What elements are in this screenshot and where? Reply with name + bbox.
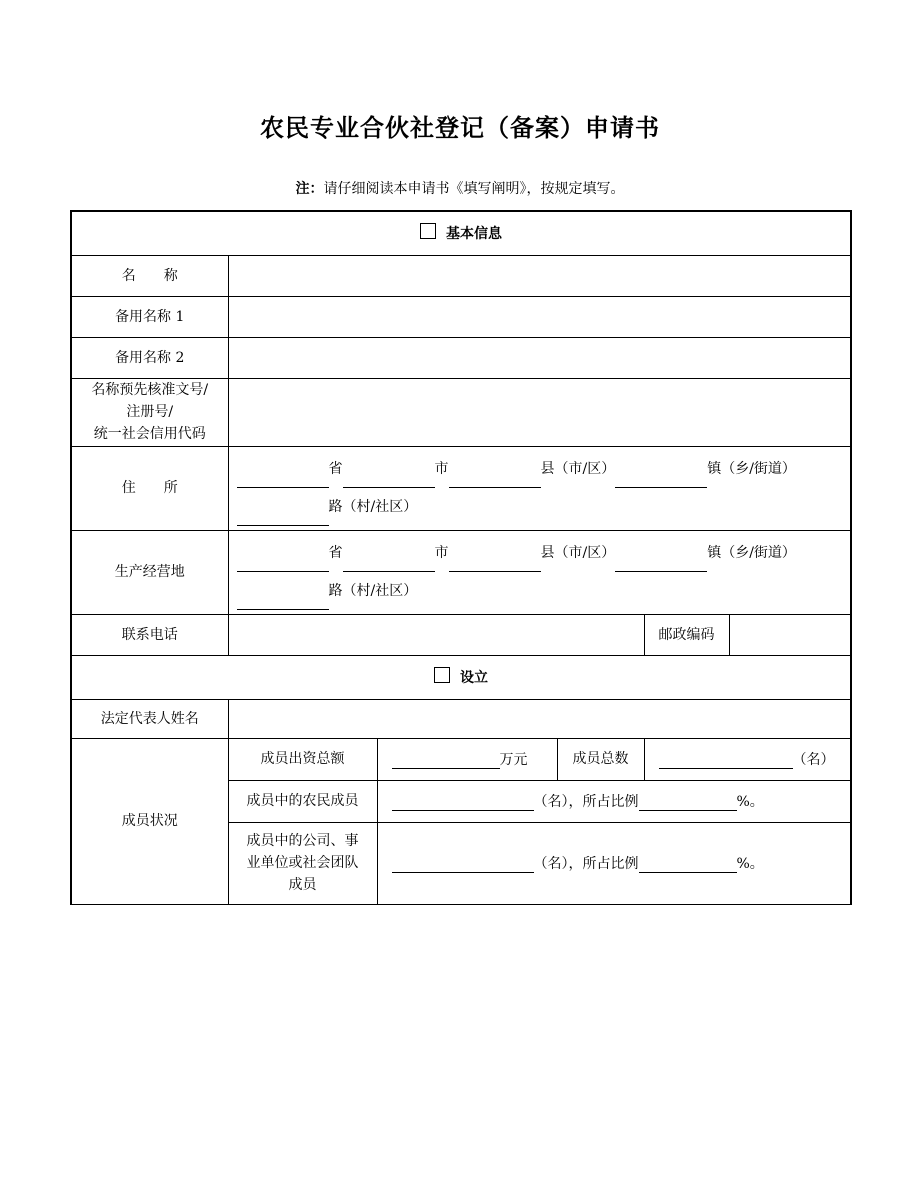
capital-unit: 万元 <box>499 752 528 768</box>
residence-road-blank[interactable] <box>237 509 329 526</box>
residence-label-a: 住 <box>121 480 136 496</box>
residence-province-blank[interactable] <box>237 471 329 488</box>
section-basic-title: 基本信息 <box>446 226 502 243</box>
org-members-field[interactable] <box>377 822 851 904</box>
section-setup <box>71 655 851 699</box>
approval-label-line-3: 统一社会信用代码 <box>93 426 206 442</box>
farmer-percent-text: %。 <box>736 794 764 810</box>
residence-province-text: 省 <box>328 461 343 477</box>
production-county-blank[interactable] <box>449 555 541 572</box>
instruction-note <box>0 178 920 198</box>
org-members-line-2: 业单位或社会团队 <box>246 855 359 871</box>
name-label-b: 称 <box>163 267 178 284</box>
production-town-blank[interactable] <box>615 555 707 572</box>
section-setup-checkbox[interactable] <box>434 667 450 683</box>
org-ratio-blank[interactable] <box>639 856 737 873</box>
alt-name-2-field[interactable] <box>228 337 851 378</box>
legal-rep-label: 法定代表人姓名 <box>71 699 228 738</box>
alt-name-2-label: 备用名称 2 <box>71 337 228 378</box>
residence-city-text: 市 <box>434 461 449 477</box>
alt-name-1-field[interactable] <box>228 296 851 337</box>
capital-field[interactable] <box>377 738 557 780</box>
member-total-field[interactable] <box>644 738 851 780</box>
production-address-field[interactable] <box>228 530 851 614</box>
residence-county-blank[interactable] <box>449 471 541 488</box>
production-province-text: 省 <box>328 545 343 561</box>
org-members-line-3: 成员 <box>288 877 317 893</box>
farmer-ratio-text: （名），所占比例 <box>533 794 639 810</box>
production-province-blank[interactable] <box>237 555 329 572</box>
legal-rep-field[interactable] <box>228 699 851 738</box>
member-status-label: 成员状况 <box>71 738 228 904</box>
section-basic-checkbox[interactable] <box>420 223 436 239</box>
production-city-blank[interactable] <box>343 555 435 572</box>
phone-field[interactable] <box>228 614 644 655</box>
residence-label-b: 所 <box>163 480 178 496</box>
org-members-line-1: 成员中的公司、事 <box>246 833 359 849</box>
capital-label: 成员出资总额 <box>228 738 377 780</box>
approval-number-label <box>71 378 228 446</box>
production-road-blank[interactable] <box>237 593 329 610</box>
residence-town-text: 镇（乡/街道） <box>707 461 796 477</box>
phone-label: 联系电话 <box>71 614 228 655</box>
postcode-field[interactable] <box>729 614 851 655</box>
name-label-a: 名 <box>121 267 136 284</box>
approval-number-field[interactable] <box>228 378 851 446</box>
postcode-label: 邮政编码 <box>644 614 729 655</box>
name-field[interactable] <box>228 255 851 296</box>
member-total-blank[interactable] <box>659 752 793 769</box>
org-members-label <box>228 822 377 904</box>
approval-label-line-1: 名称预先核准文号/ <box>91 382 209 398</box>
farmer-members-label: 成员中的农民成员 <box>228 780 377 822</box>
residence-address-field[interactable] <box>228 446 851 530</box>
residence-county-text: 县（市/区） <box>540 461 616 477</box>
approval-label-line-2: 注册号/ <box>126 404 174 420</box>
org-count-blank[interactable] <box>392 856 534 873</box>
name-label <box>71 255 228 296</box>
member-total-label: 成员总数 <box>557 738 644 780</box>
alt-name-1-label: 备用名称 1 <box>71 296 228 337</box>
residence-city-blank[interactable] <box>343 471 435 488</box>
page-title: 农民专业合伙社登记（备案）申请书 <box>260 114 660 142</box>
application-form <box>70 210 852 905</box>
note-prefix: 注： <box>295 181 324 197</box>
production-county-text: 县（市/区） <box>540 545 616 561</box>
member-total-unit: （名） <box>792 752 835 768</box>
production-city-text: 市 <box>434 545 449 561</box>
residence-label <box>71 446 228 530</box>
residence-town-blank[interactable] <box>615 471 707 488</box>
production-road-text: 路（村/社区） <box>328 583 418 599</box>
capital-blank[interactable] <box>392 752 500 769</box>
farmer-members-field[interactable] <box>377 780 851 822</box>
residence-road-text: 路（村/社区） <box>328 499 418 515</box>
farmer-ratio-blank[interactable] <box>639 794 737 811</box>
production-site-label: 生产经营地 <box>71 530 228 614</box>
note-text: 请仔细阅读本申请书《填写阐明》，按规定填写。 <box>323 181 625 197</box>
production-town-text: 镇（乡/街道） <box>707 545 796 561</box>
org-percent-text: %。 <box>736 856 764 872</box>
farmer-count-blank[interactable] <box>392 794 534 811</box>
section-basic-info <box>71 211 851 255</box>
section-setup-title: 设立 <box>460 670 488 686</box>
org-ratio-text: （名），所占比例 <box>533 856 639 872</box>
